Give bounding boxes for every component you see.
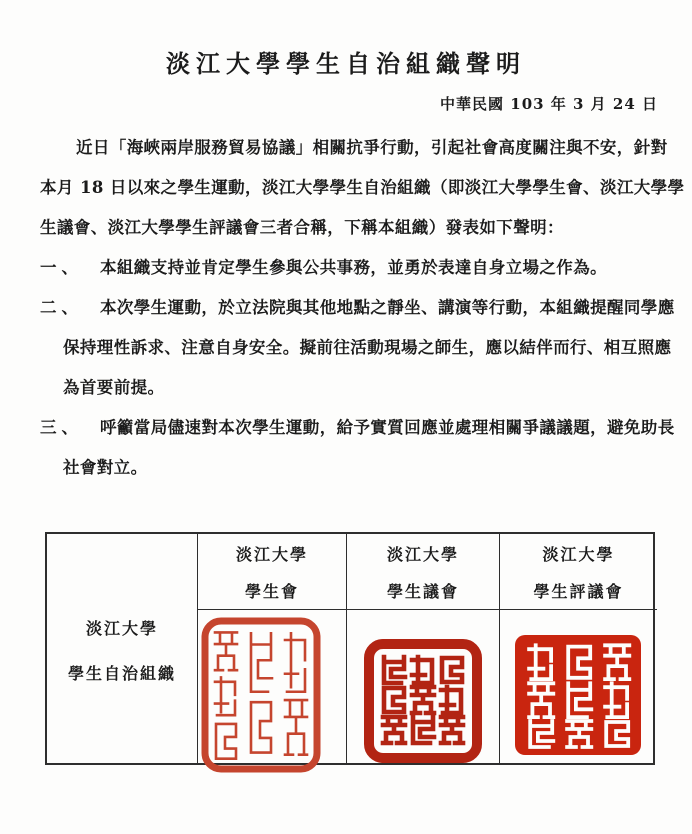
statement-item-3	[40, 408, 675, 488]
document-body	[40, 128, 685, 488]
seal-student-review-council	[512, 632, 644, 758]
seal-cell-student-review-council	[500, 610, 657, 765]
student-review-council-header-line-1: 淡江大學	[542, 544, 615, 564]
seal-student-parliament	[363, 638, 483, 764]
intro-line-2: 本月 18 日以來之學生運動，淡江大學學生自治組織（即淡江大學學生會、淡江大學學	[40, 178, 685, 197]
intro-line-1: 近日「海峽兩岸服務貿易協議」相關抗爭行動，引起社會高度關注與不安，針對	[76, 138, 668, 157]
column-header-student-union	[198, 534, 347, 610]
item-2-marker: 二、	[40, 298, 83, 317]
item-2-line-3: 為首要前提。	[63, 378, 165, 397]
statement-item-1	[40, 248, 656, 288]
item-1-marker: 一、	[40, 258, 83, 277]
student-union-header-line-2: 學生會	[244, 581, 299, 601]
seal-cell-student-parliament	[347, 610, 500, 765]
item-3-marker: 三、	[40, 418, 83, 437]
item-2-line-2: 保持理性訴求、注意自身安全。擬前往活動現場之師生，應以結伴而行、相互照應	[63, 338, 672, 357]
item-3-line-1: 呼籲當局儘速對本次學生運動，給予實質回應並處理相關爭議議題，避免助長	[100, 418, 675, 437]
seal-student-union	[200, 616, 322, 774]
student-parliament-header-line-1: 淡江大學	[386, 544, 459, 564]
item-1-line-1: 本組織支持並肯定學生參與公共事務，並勇於表達自身立場之作為。	[100, 258, 607, 277]
org-header-cell	[47, 534, 198, 765]
signature-stamp-table	[45, 532, 655, 765]
seal-cell-student-union	[198, 610, 347, 765]
column-header-student-review-council	[500, 534, 657, 610]
org-name-line-2: 學生自治組織	[67, 663, 176, 683]
student-union-header-line-1: 淡江大學	[235, 544, 308, 564]
item-2-line-1: 本次學生運動，於立法院與其他地點之靜坐、講演等行動，本組織提醒同學應	[100, 298, 675, 317]
item-3-text	[63, 408, 675, 488]
document-date: 中華民國 103 年 3 月 24 日	[440, 95, 658, 113]
document-title: 淡江大學學生自治組織聲明	[166, 49, 526, 78]
column-header-student-parliament	[347, 534, 500, 610]
item-3-line-2: 社會對立。	[63, 458, 148, 477]
org-name-line-1: 淡江大學	[85, 618, 158, 638]
item-1-text	[63, 248, 656, 288]
item-2-text	[63, 288, 675, 408]
intro-line-3: 生議會、淡江大學學生評議會三者合稱，下稱本組織）發表如下聲明：	[40, 218, 564, 237]
statement-item-2	[40, 288, 675, 408]
student-review-council-header-line-2: 學生評議會	[533, 581, 624, 601]
student-parliament-header-line-2: 學生議會	[386, 581, 459, 601]
